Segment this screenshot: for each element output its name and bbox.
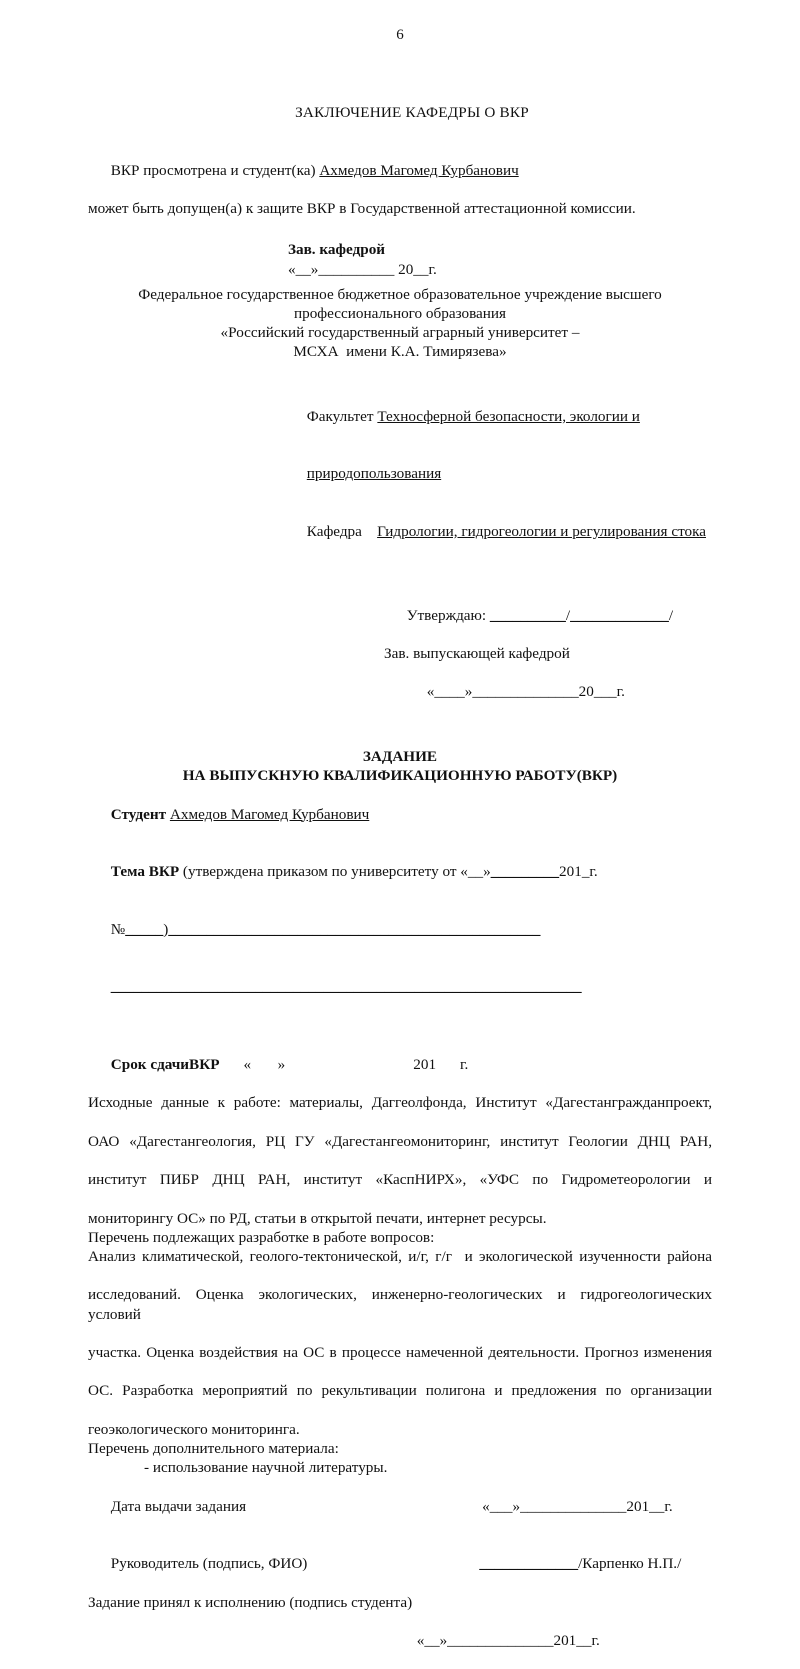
questions-label: Перечень подлежащих разработке в работе вопросов: <box>88 1228 435 1246</box>
assignment-topic-number-rule: _____ <box>125 920 164 938</box>
assignment-topic-rule-line-2: ______________________________________________________________ <box>110 978 582 996</box>
issue-date-label: Дата выдачи задания <box>110 1497 247 1515</box>
department-label: Кафедра <box>306 523 378 541</box>
approval-rule-2: _____________ <box>570 606 669 624</box>
deadline-year-text: 201 <box>413 1055 437 1073</box>
source-data-line-3: институт ПИБР ДНЦ РАН, институт «КаспНИРХ», «УФС по Гидрометеорологии и <box>88 1171 712 1189</box>
deadline-line <box>88 1036 712 1094</box>
supervisor-label: Руководитель (подпись, ФИО) <box>110 1555 308 1573</box>
assignment-topic-rule-1: _________ <box>490 863 560 881</box>
assignment-topic-number-paren: ) <box>163 920 169 938</box>
supervisor-line <box>88 1535 712 1593</box>
questions-line-2: исследований. Оценка экологических, инженерно-геологических и гидрогеологических условий <box>88 1286 716 1323</box>
faculty-line <box>88 388 712 446</box>
source-data-line-2: ОАО «Дагестангеология, РЦ ГУ «Дагестангеомониторинг, институт Геологии ДНЦ РАН, <box>88 1132 712 1150</box>
issue-date-value <box>246 1498 673 1515</box>
assignment-topic-rule-line-1: _________________________________________________ <box>168 920 541 938</box>
head-of-department-date: «__»__________ 20__г. <box>288 260 437 278</box>
supervisor-name: /Карпенко Н.П./ <box>578 1555 682 1573</box>
source-data-line-1: Исходные данные к работе: материалы, Даггеолфонда, Институт «Дагестангражданпроект, <box>88 1094 712 1112</box>
assignment-topic-year: 201_г. <box>559 863 598 881</box>
source-data-line-4: мониторингу ОС» по РД, статьи в открытой печати, интернет ресурсы. <box>88 1209 547 1227</box>
conclusion-student-name: Ахмедов Магомед Курбанович <box>319 161 519 179</box>
conclusion-line-1-prefix: ВКР просмотрена и студент(ка) <box>110 161 320 179</box>
approval-line-2: Зав. выпускающей кафедрой <box>384 645 570 663</box>
page-number: 6 <box>396 27 404 43</box>
approval-line-1 <box>88 586 712 644</box>
approval-line-3 <box>88 663 712 721</box>
deadline-quotes <box>219 1056 285 1073</box>
questions-line-1: Анализ климатической, геолого-тектонической, и/г, г/г и экологической изученности района <box>88 1247 712 1265</box>
approval-line-end: / <box>668 606 674 624</box>
head-of-department-label: Зав. кафедрой <box>288 241 386 259</box>
approval-rule-1: __________ <box>489 606 566 624</box>
conclusion-heading-text: ЗАКЛЮЧЕНИЕ КАФЕДРЫ О ВКР <box>295 104 529 122</box>
approval-separator: / <box>565 606 571 624</box>
department-value: Гидрологии, гидрогеологии и регулирования стока <box>377 523 706 541</box>
deadline-year-suffix <box>436 1056 468 1073</box>
organization-line-4: МСХА имени К.А. Тимирязева» <box>293 343 507 361</box>
supervisor-rule: _____________ <box>479 1555 579 1573</box>
questions-line-4: ОС. Разработка мероприятий по рекультивации полигона и предложения по организации <box>88 1382 712 1400</box>
questions-line-3: участка. Оценка воздействия на ОС в процессе намеченной деятельности. Прогноз изменения <box>88 1343 712 1361</box>
assignment-heading-1: ЗАДАНИЕ <box>362 747 438 765</box>
faculty-line-2 <box>88 445 712 503</box>
assignment-student-label: Студент <box>110 805 170 823</box>
organization-line-2: профессионального образования <box>293 305 507 323</box>
supervisor-rule-wrap <box>307 1555 578 1572</box>
organization-line-1: Федеральное государственное бюджетное образовательное учреждение высшего <box>138 285 662 303</box>
accepted-date-line <box>88 1612 712 1669</box>
assignment-student-line <box>88 785 712 843</box>
assignment-topic-rest: (утверждена приказом по университету от «__» <box>179 863 491 881</box>
faculty-value-line-1: Техносферной безопасности, экологии и <box>377 407 640 425</box>
additional-material-item: - использование научной литературы. <box>144 1459 388 1477</box>
assignment-topic-number-line <box>88 901 712 959</box>
issue-date-line <box>88 1477 712 1535</box>
assignment-topic-line <box>88 843 712 901</box>
document-body <box>88 84 716 1669</box>
deadline-label: Срок сдачиВКР <box>110 1055 220 1073</box>
approval-label: Утверждаю: <box>406 606 490 624</box>
deadline-year <box>285 1056 436 1073</box>
conclusion-line-1 <box>88 142 712 200</box>
accepted-label: Задание принял к исполнению (подпись студента) <box>88 1593 413 1611</box>
deadline-quotes-text: « » <box>243 1055 286 1073</box>
questions-line-5: геоэкологического мониторинга. <box>88 1420 300 1438</box>
faculty-label: Факультет <box>306 407 378 425</box>
conclusion-heading <box>88 84 712 142</box>
assignment-topic-number-label: № <box>110 920 126 938</box>
assignment-topic-rule-line-2-wrap <box>88 958 712 1016</box>
approval-date: «____»______________20___г. <box>426 683 625 701</box>
deadline-year-suffix-text: г. <box>460 1055 469 1073</box>
faculty-value-line-2: природопользования <box>306 465 442 483</box>
conclusion-line-2: может быть допущен(а) к защите ВКР в Государственной аттестационной комиссии. <box>88 200 636 218</box>
accepted-date: «__»______________201__г. <box>416 1632 600 1650</box>
additional-material-label: Перечень дополнительного материала: <box>88 1440 339 1457</box>
assignment-topic-label: Тема ВКР <box>110 863 180 881</box>
department-line <box>88 503 712 561</box>
assignment-heading-2: НА ВЫПУСКНУЮ КВАЛИФИКАЦИОННУЮ РАБОТУ(ВКР) <box>182 767 618 785</box>
issue-date-value-text: «___»______________201__г. <box>482 1497 673 1515</box>
assignment-student-name: Ахмедов Магомед Курбанович <box>169 805 370 823</box>
organization-line-3: «Российский государственный аграрный университет – <box>220 324 580 342</box>
